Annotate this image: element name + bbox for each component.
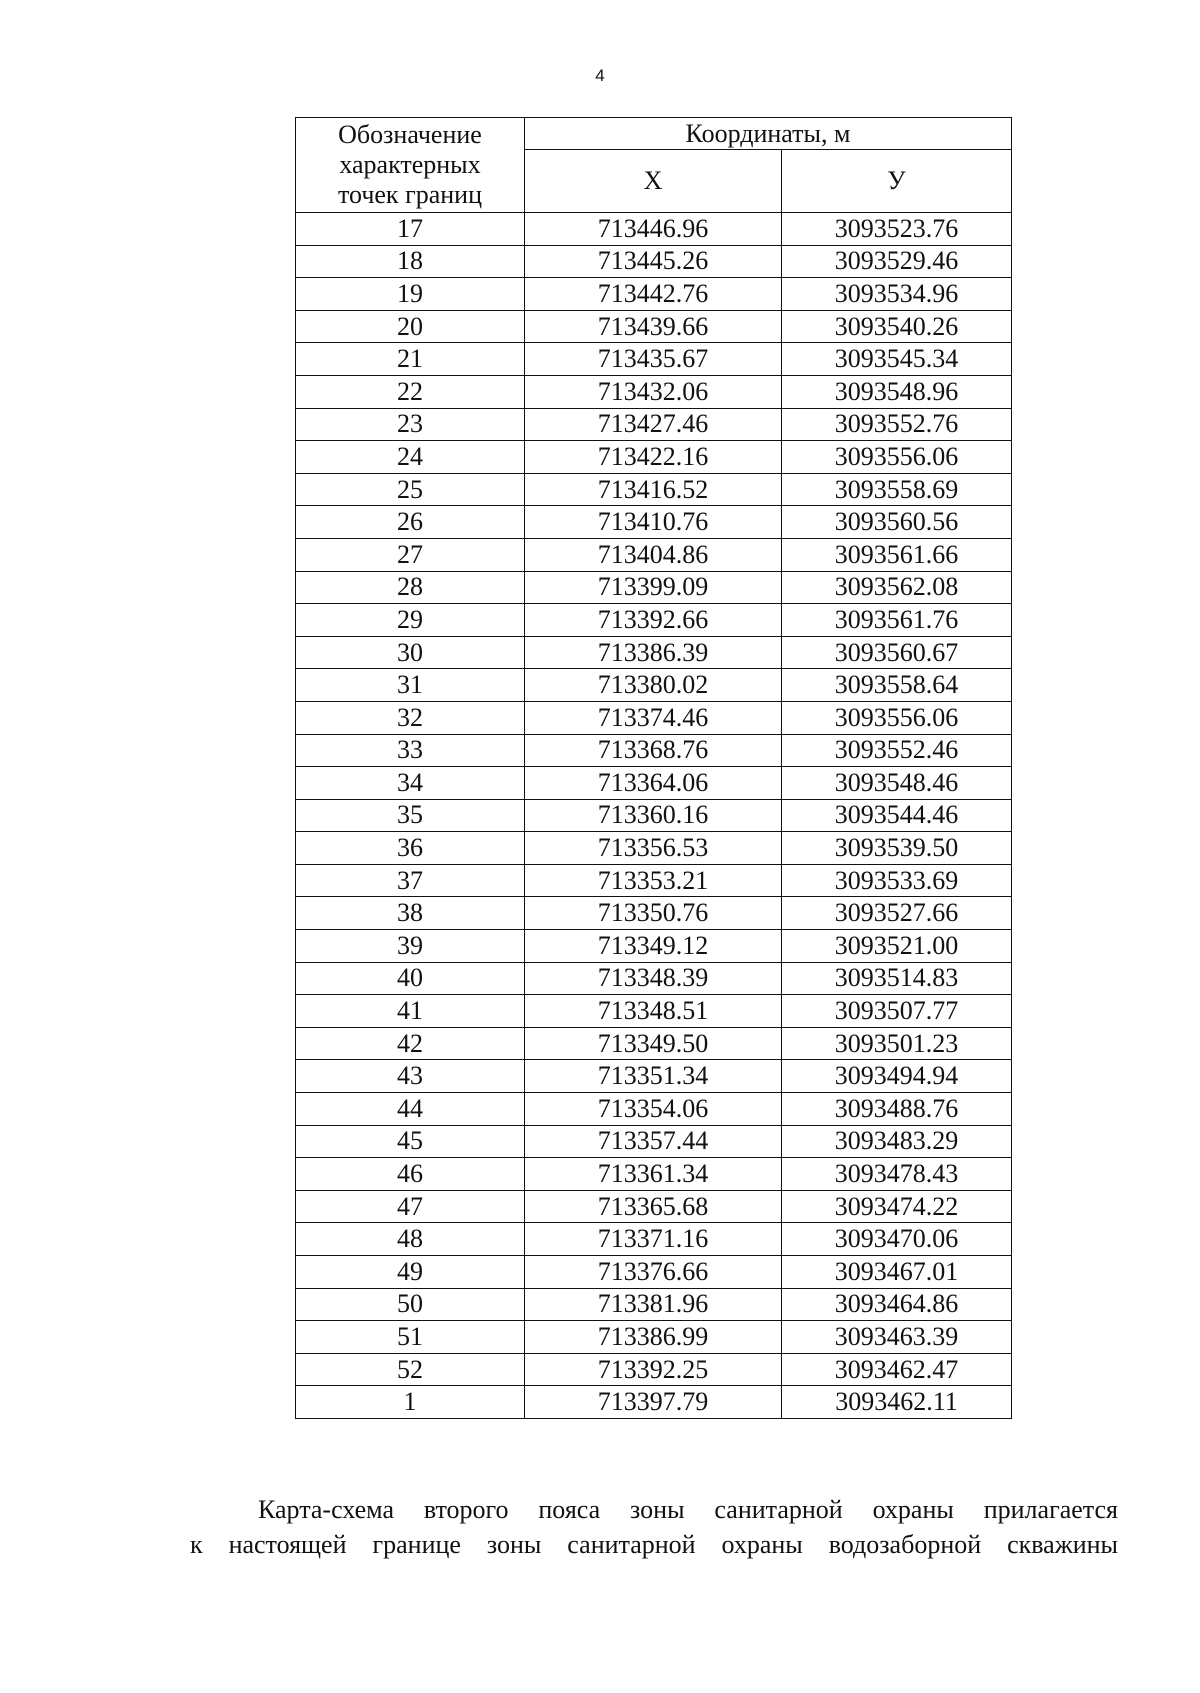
table-row [296,1125,1012,1158]
point-number-cell: 23 [296,408,525,441]
point-number-cell: 25 [296,473,525,506]
table-row [296,734,1012,767]
point-number-cell: 33 [296,734,525,767]
table-row [296,897,1012,930]
page-number: 4 [595,66,605,85]
y-coordinate-cell: 3093462.47 [782,1353,1012,1386]
table-row [296,636,1012,669]
table-row [296,506,1012,539]
x-coordinate-cell: 713350.76 [525,897,782,930]
y-coordinate-cell: 3093488.76 [782,1093,1012,1126]
x-coordinate-cell: 713442.76 [525,278,782,311]
y-coordinate-cell: 3093534.96 [782,278,1012,311]
x-coordinate-cell: 713432.06 [525,375,782,408]
designation-header [296,118,525,213]
x-coordinate-cell: 713392.66 [525,604,782,637]
point-number-cell: 47 [296,1190,525,1223]
table-row [296,799,1012,832]
y-coordinate-cell: 3093544.46 [782,799,1012,832]
point-number-cell: 35 [296,799,525,832]
y-coordinate-cell: 3093467.01 [782,1256,1012,1289]
y-coordinate-cell: 3093560.67 [782,636,1012,669]
footer-line-1: Карта-схема второго пояса зоны санитарной охраны прилагается [258,1495,1118,1524]
y-coordinate-cell: 3093521.00 [782,930,1012,963]
point-number-cell: 32 [296,701,525,734]
x-coordinate-cell: 713397.79 [525,1386,782,1419]
x-coordinate-cell: 713445.26 [525,245,782,278]
point-number-cell: 31 [296,669,525,702]
table-header [296,118,1012,213]
designation-header-line: Обозначение [338,120,482,149]
table-row [296,408,1012,441]
x-coordinate-cell: 713386.99 [525,1321,782,1354]
table-row [296,245,1012,278]
point-number-cell: 29 [296,604,525,637]
y-coordinate-cell: 3093545.34 [782,343,1012,376]
y-column-header: У [782,150,1012,213]
coordinates-header: Координаты, м [525,118,1012,150]
x-coordinate-cell: 713427.46 [525,408,782,441]
x-coordinate-cell: 713353.21 [525,864,782,897]
table-row [296,1321,1012,1354]
x-coordinate-cell: 713356.53 [525,832,782,865]
x-coordinate-cell: 713380.02 [525,669,782,702]
table-row [296,343,1012,376]
y-coordinate-cell: 3093562.08 [782,571,1012,604]
y-coordinate-cell: 3093560.56 [782,506,1012,539]
y-coordinate-cell: 3093556.06 [782,701,1012,734]
x-coordinate-cell: 713371.16 [525,1223,782,1256]
table-row [296,1027,1012,1060]
table-row [296,1353,1012,1386]
y-coordinate-cell: 3093561.76 [782,604,1012,637]
table-row [296,213,1012,246]
y-coordinate-cell: 3093474.22 [782,1190,1012,1223]
point-number-cell: 49 [296,1256,525,1289]
x-coordinate-cell: 713446.96 [525,213,782,246]
x-coordinate-cell: 713351.34 [525,1060,782,1093]
x-column-header: X [525,150,782,213]
point-number-cell: 22 [296,375,525,408]
y-coordinate-cell: 3093561.66 [782,538,1012,571]
y-coordinate-cell: 3093533.69 [782,864,1012,897]
table-row [296,1158,1012,1191]
point-number-cell: 45 [296,1125,525,1158]
x-coordinate-cell: 713404.86 [525,538,782,571]
x-coordinate-cell: 713348.51 [525,995,782,1028]
table-row [296,832,1012,865]
point-number-cell: 51 [296,1321,525,1354]
footer-line-2: к настоящей границе зоны санитарной охраны водозаборной скважины [190,1530,1118,1559]
designation-header-line: точек границ [337,180,483,209]
point-number-cell: 17 [296,213,525,246]
point-number-cell: 50 [296,1288,525,1321]
point-number-cell: 48 [296,1223,525,1256]
point-number-cell: 40 [296,962,525,995]
point-number-cell: 34 [296,767,525,800]
y-coordinate-cell: 3093462.11 [782,1386,1012,1419]
table-body [296,213,1012,1419]
point-number-cell: 41 [296,995,525,1028]
y-coordinate-cell: 3093529.46 [782,245,1012,278]
x-coordinate-cell: 713399.09 [525,571,782,604]
y-coordinate-cell: 3093558.64 [782,669,1012,702]
point-number-cell: 21 [296,343,525,376]
point-number-cell: 24 [296,441,525,474]
point-number-cell: 19 [296,278,525,311]
point-number-cell: 18 [296,245,525,278]
designation-header-line: характерных [339,150,481,179]
x-coordinate-cell: 713348.39 [525,962,782,995]
x-coordinate-cell: 713354.06 [525,1093,782,1126]
y-coordinate-cell: 3093501.23 [782,1027,1012,1060]
y-coordinate-cell: 3093507.77 [782,995,1012,1028]
y-coordinate-cell: 3093523.76 [782,213,1012,246]
table-row [296,1190,1012,1223]
table-row [296,571,1012,604]
y-coordinate-cell: 3093464.86 [782,1288,1012,1321]
y-coordinate-cell: 3093514.83 [782,962,1012,995]
point-number-cell: 42 [296,1027,525,1060]
x-coordinate-cell: 713349.12 [525,930,782,963]
table-row [296,538,1012,571]
y-coordinate-cell: 3093552.46 [782,734,1012,767]
coordinates-table [295,117,1012,1419]
y-coordinate-cell: 3093548.96 [782,375,1012,408]
y-coordinate-cell: 3093478.43 [782,1158,1012,1191]
point-number-cell: 30 [296,636,525,669]
x-coordinate-cell: 713422.16 [525,441,782,474]
y-coordinate-cell: 3093540.26 [782,310,1012,343]
point-number-cell: 1 [296,1386,525,1419]
point-number-cell: 44 [296,1093,525,1126]
point-number-cell: 36 [296,832,525,865]
point-number-cell: 39 [296,930,525,963]
table-row [296,962,1012,995]
table-row [296,995,1012,1028]
x-coordinate-cell: 713416.52 [525,473,782,506]
x-coordinate-cell: 713357.44 [525,1125,782,1158]
table-row [296,669,1012,702]
y-coordinate-cell: 3093558.69 [782,473,1012,506]
x-coordinate-cell: 713361.34 [525,1158,782,1191]
table-row [296,1288,1012,1321]
point-number-cell: 52 [296,1353,525,1386]
point-number-cell: 43 [296,1060,525,1093]
table-row [296,701,1012,734]
x-coordinate-cell: 713364.06 [525,767,782,800]
y-coordinate-cell: 3093494.94 [782,1060,1012,1093]
point-number-cell: 27 [296,538,525,571]
y-coordinate-cell: 3093463.39 [782,1321,1012,1354]
x-coordinate-cell: 713368.76 [525,734,782,767]
table-row [296,441,1012,474]
table-row [296,1093,1012,1126]
table-row [296,278,1012,311]
footer-paragraph [190,1492,1118,1562]
table-row [296,767,1012,800]
point-number-cell: 37 [296,864,525,897]
x-coordinate-cell: 713381.96 [525,1288,782,1321]
x-coordinate-cell: 713365.68 [525,1190,782,1223]
point-number-cell: 38 [296,897,525,930]
x-coordinate-cell: 713410.76 [525,506,782,539]
point-number-cell: 20 [296,310,525,343]
y-coordinate-cell: 3093556.06 [782,441,1012,474]
x-coordinate-cell: 713349.50 [525,1027,782,1060]
table-row [296,1256,1012,1289]
point-number-cell: 46 [296,1158,525,1191]
table-row [296,473,1012,506]
table-row [296,930,1012,963]
x-coordinate-cell: 713435.67 [525,343,782,376]
y-coordinate-cell: 3093483.29 [782,1125,1012,1158]
table-row [296,1060,1012,1093]
table-row [296,864,1012,897]
table-row [296,1223,1012,1256]
y-coordinate-cell: 3093527.66 [782,897,1012,930]
y-coordinate-cell: 3093548.46 [782,767,1012,800]
x-coordinate-cell: 713439.66 [525,310,782,343]
point-number-cell: 26 [296,506,525,539]
y-coordinate-cell: 3093552.76 [782,408,1012,441]
x-coordinate-cell: 713392.25 [525,1353,782,1386]
table-row [296,375,1012,408]
x-coordinate-cell: 713360.16 [525,799,782,832]
x-coordinate-cell: 713386.39 [525,636,782,669]
table-row [296,604,1012,637]
y-coordinate-cell: 3093539.50 [782,832,1012,865]
y-coordinate-cell: 3093470.06 [782,1223,1012,1256]
x-coordinate-cell: 713376.66 [525,1256,782,1289]
point-number-cell: 28 [296,571,525,604]
table-row [296,1386,1012,1419]
table-row [296,310,1012,343]
x-coordinate-cell: 713374.46 [525,701,782,734]
